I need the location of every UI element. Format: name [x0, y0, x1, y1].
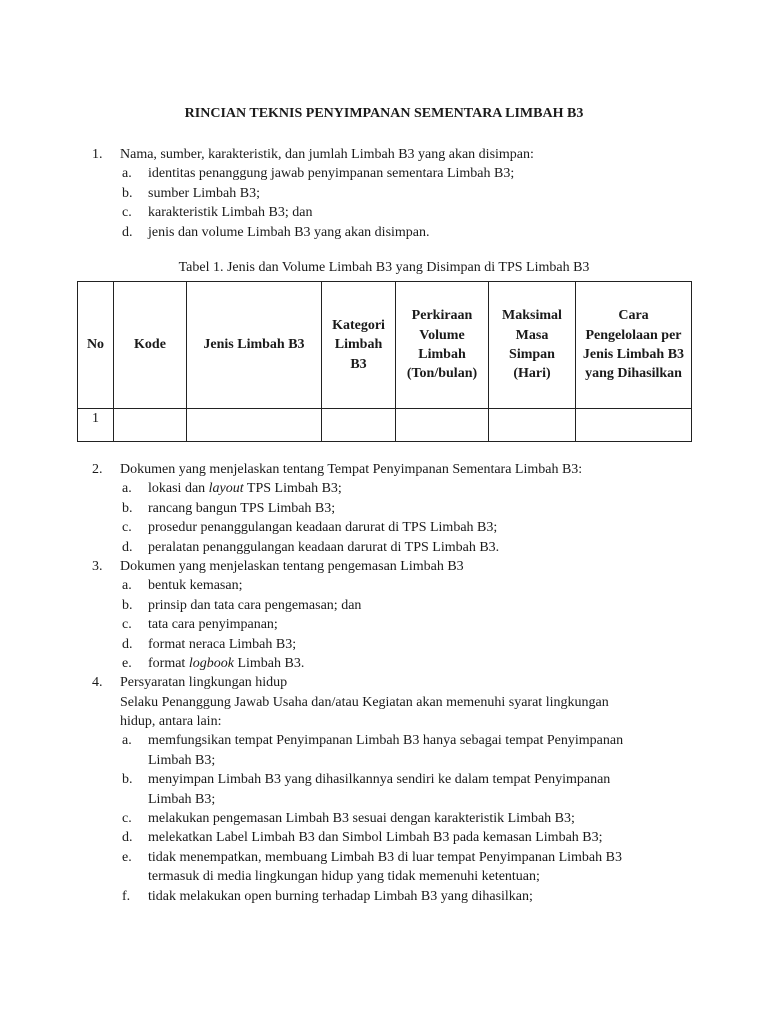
cell-no: 1	[78, 409, 114, 442]
item-text: format neraca Limbah B3;	[148, 636, 297, 652]
item-text	[148, 654, 304, 673]
item-text: Limbah B3;	[148, 791, 216, 807]
list-item	[0, 731, 768, 750]
list-item	[0, 615, 768, 634]
table-caption: Tabel 1. Jenis dan Volume Limbah B3 yang Disimpan di TPS Limbah B3	[178, 260, 590, 275]
item-text-italic: layout	[208, 481, 244, 497]
header-cara-pengelolaan: Cara Pengelolaan per Jenis Limbah B3 yang Dihasilkan	[576, 282, 692, 409]
item-letter: c.	[122, 520, 132, 536]
item-text: bentuk kemasan;	[148, 578, 243, 594]
section-intro: hidup, antara lain:	[120, 714, 222, 730]
cell-masa-simpan	[489, 409, 576, 442]
item-text: termasuk di media lingkungan hidup yang tidak memenuhi ketentuan;	[148, 869, 540, 885]
item-text: peralatan penanggulangan keadaan darurat di TPS Limbah B3.	[148, 539, 500, 555]
item-letter: e.	[122, 655, 132, 671]
item-letter: f.	[122, 888, 131, 904]
item-letter: b.	[122, 772, 133, 788]
list-item	[0, 518, 768, 537]
item-letter: e.	[122, 849, 132, 865]
section-heading: Nama, sumber, karakteristik, dan jumlah Limbah B3 yang akan disimpan:	[120, 147, 534, 162]
cell-cara	[576, 409, 692, 442]
item-letter: d.	[122, 539, 133, 555]
item-text: prinsip dan tata cara pengemasan; dan	[148, 597, 362, 613]
section-2	[0, 460, 768, 906]
item-text-part: lokasi dan	[148, 481, 209, 497]
item-text: sumber Limbah B3;	[148, 185, 260, 201]
item-letter: b.	[122, 185, 133, 201]
item-text: tidak melakukan open burning terhadap Limbah B3 yang dihasilkan;	[148, 888, 533, 904]
item-text: tata cara penyimpanan;	[148, 617, 278, 633]
header-volume: Perkiraan Volume Limbah (Ton/bulan)	[396, 282, 489, 409]
list-item	[0, 654, 768, 673]
cell-jenis	[187, 409, 322, 442]
item-text-part: Limbah B3.	[233, 655, 305, 671]
header-no: No	[78, 282, 114, 409]
cell-kode	[114, 409, 187, 442]
waste-table	[77, 281, 692, 442]
section-number: 1.	[92, 147, 103, 162]
item-text: tidak menempatkan, membuang Limbah B3 di luar tempat Penyimpanan Limbah B3	[148, 849, 622, 865]
item-text: identitas penanggung jawab penyimpanan sementara Limbah B3;	[148, 166, 515, 182]
item-text-part: TPS Limbah B3;	[243, 481, 342, 497]
item-text: jenis dan volume Limbah B3 yang akan disimpan.	[148, 224, 430, 240]
list-item	[0, 809, 768, 828]
item-letter: d.	[122, 636, 133, 652]
list-item	[0, 848, 768, 867]
list-item	[0, 499, 768, 518]
section-intro: Selaku Penanggung Jawab Usaha dan/atau Kegiatan akan memenuhi syarat lingkungan	[120, 694, 609, 710]
list-item	[0, 576, 768, 595]
item-letter: d.	[122, 830, 133, 846]
header-kode: Kode	[114, 282, 187, 409]
section-number: 4.	[92, 675, 103, 691]
header-kategori: Kategori Limbah B3	[322, 282, 396, 409]
item-text: karakteristik Limbah B3; dan	[148, 205, 313, 221]
list-item	[0, 203, 768, 222]
item-letter: a.	[122, 481, 132, 497]
table-header-row	[78, 282, 692, 409]
item-text: prosedur penanggulangan keadaan darurat di TPS Limbah B3;	[148, 520, 498, 536]
item-text: melekatkan Label Limbah B3 dan Simbol Limbah B3 pada kemasan Limbah B3;	[148, 830, 603, 846]
section-number: 3.	[92, 558, 103, 574]
item-text-part: format	[148, 655, 189, 671]
section-number: 2.	[92, 462, 103, 477]
list-item	[0, 635, 768, 654]
section-heading: Dokumen yang menjelaskan tentang Tempat Penyimpanan Sementara Limbah B3:	[120, 462, 583, 477]
list-item	[0, 479, 768, 498]
table-row	[78, 409, 692, 442]
item-letter: c.	[122, 811, 132, 827]
header-masa-simpan: Maksimal Masa Simpan (Hari)	[489, 282, 576, 409]
cell-volume	[396, 409, 489, 442]
item-letter: d.	[122, 224, 133, 240]
cell-kategori	[322, 409, 396, 442]
item-text	[148, 479, 342, 498]
list-item	[0, 223, 768, 242]
item-letter: b.	[122, 500, 133, 516]
list-item	[0, 770, 768, 789]
list-item	[0, 184, 768, 203]
item-text: rancang bangun TPS Limbah B3;	[148, 500, 336, 516]
list-item	[0, 164, 768, 183]
item-letter: a.	[122, 578, 132, 594]
document-title: RINCIAN TEKNIS PENYIMPANAN SEMENTARA LIMBAH B3	[184, 106, 584, 121]
header-jenis: Jenis Limbah B3	[187, 282, 322, 409]
item-letter: b.	[122, 597, 133, 613]
list-item	[0, 828, 768, 847]
item-text-italic: logbook	[188, 655, 234, 671]
item-text: melakukan pengemasan Limbah B3 sesuai dengan karakteristik Limbah B3;	[148, 811, 575, 827]
item-text: memfungsikan tempat Penyimpanan Limbah B3 hanya sebagai tempat Penyimpanan	[148, 733, 624, 749]
section-heading: Dokumen yang menjelaskan tentang pengemasan Limbah B3	[120, 558, 464, 574]
item-text: menyimpan Limbah B3 yang dihasilkannya sendiri ke dalam tempat Penyimpanan	[148, 772, 611, 788]
item-text: Limbah B3;	[148, 752, 216, 768]
section-heading: Persyaratan lingkungan hidup	[120, 675, 288, 691]
section-1	[0, 145, 768, 242]
item-letter: a.	[122, 166, 132, 182]
item-letter: c.	[122, 617, 132, 633]
list-item	[0, 887, 768, 906]
list-item	[0, 538, 768, 557]
item-letter: c.	[122, 205, 132, 221]
list-item	[0, 596, 768, 615]
item-letter: a.	[122, 733, 132, 749]
